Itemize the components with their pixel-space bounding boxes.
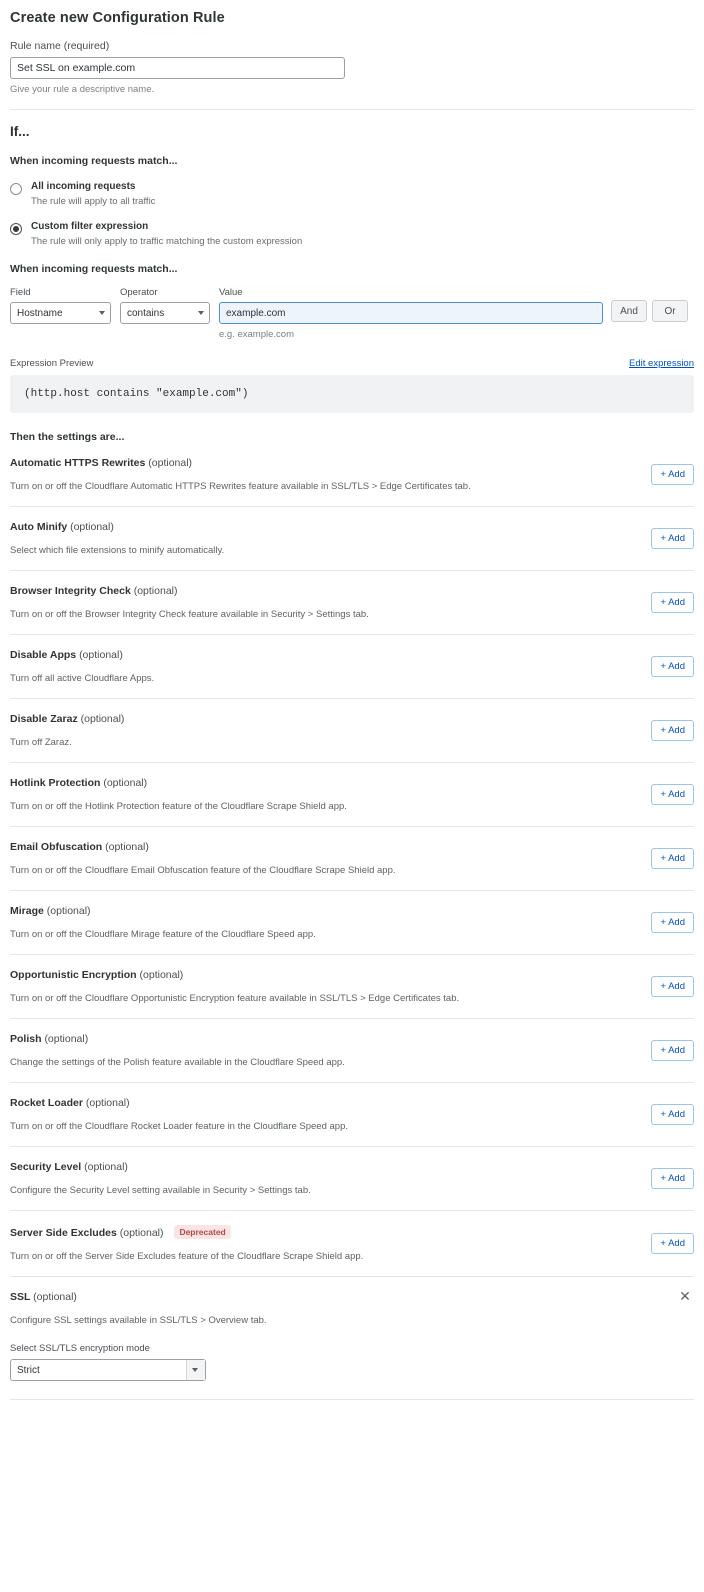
setting-description: Change the settings of the Polish feature available in the Cloudflare Speed app.: [10, 1057, 345, 1068]
setting-optional: (optional): [80, 713, 125, 725]
radio-icon-custom-filter[interactable]: [10, 223, 22, 235]
setting-optional: (optional): [70, 521, 114, 533]
setting-description: Configure the Security Level setting available in Security > Settings tab.: [10, 1185, 311, 1196]
setting-row-browser-integrity-check: [10, 571, 694, 635]
add-setting-button[interactable]: + Add: [651, 528, 694, 549]
close-icon[interactable]: ✕: [679, 1288, 691, 1304]
operator-select[interactable]: [120, 302, 210, 324]
setting-optional: (optional): [133, 585, 178, 597]
setting-description: Configure SSL settings available in SSL/TLS > Overview tab.: [10, 1315, 267, 1326]
setting-row-hotlink-protection: [10, 763, 694, 827]
setting-row-email-obfuscation: [10, 827, 694, 891]
add-setting-button[interactable]: + Add: [651, 848, 694, 869]
setting-title: Auto Minify: [10, 521, 68, 533]
setting-description: Turn on or off the Cloudflare Automatic HTTPS Rewrites feature available in SSL/TLS > Edge Certificates tab.: [10, 481, 471, 492]
setting-optional: (optional): [85, 1097, 130, 1109]
setting-title: Polish: [10, 1033, 42, 1045]
radio-option-custom-filter[interactable]: [10, 221, 694, 247]
setting-optional: (optional): [103, 777, 148, 789]
ssl-mode-value: Strict: [17, 1364, 40, 1376]
setting-row-mirage: [10, 891, 694, 955]
if-section-subhead: When incoming requests match...: [10, 155, 178, 167]
setting-row-automatic-https-rewrites: [10, 443, 694, 507]
setting-title: Browser Integrity Check: [10, 585, 131, 597]
status-badge: Deprecated: [174, 1225, 230, 1239]
setting-row-ssl: [10, 1277, 694, 1400]
or-button[interactable]: Or: [652, 300, 688, 322]
setting-title: SSL: [10, 1291, 31, 1303]
radio-desc-custom-filter: The rule will only apply to traffic matching the custom expression: [31, 236, 303, 247]
setting-description: Turn on or off the Hotlink Protection feature of the Cloudflare Scrape Shield app.: [10, 801, 347, 812]
setting-description: Turn on or off the Browser Integrity Check feature available in Security > Settings tab.: [10, 609, 369, 620]
field-select[interactable]: [10, 302, 111, 324]
setting-title: Automatic HTTPS Rewrites: [10, 457, 146, 469]
setting-description: Turn off all active Cloudflare Apps.: [10, 673, 155, 684]
setting-optional: (optional): [79, 649, 123, 661]
setting-optional: (optional): [119, 1227, 164, 1239]
setting-title: Security Level: [10, 1161, 82, 1173]
expression-builder: [10, 287, 694, 340]
value-hint: e.g. example.com: [219, 329, 294, 340]
add-setting-button[interactable]: + Add: [651, 976, 694, 997]
setting-description: Turn on or off the Cloudflare Rocket Loader feature in the Cloudflare Speed app.: [10, 1121, 348, 1132]
expression-preview-label: Expression Preview: [10, 358, 94, 369]
chevron-down-icon: [99, 311, 105, 315]
expression-preview-box: (http.host contains "example.com"): [10, 375, 694, 413]
setting-row-auto-minify: [10, 507, 694, 571]
setting-title: Rocket Loader: [10, 1097, 83, 1109]
setting-description: Turn off Zaraz.: [10, 737, 72, 748]
setting-optional: (optional): [44, 1033, 89, 1045]
chevron-down-icon: [192, 1368, 198, 1372]
field-label: Field: [10, 287, 31, 298]
setting-optional: (optional): [84, 1161, 128, 1173]
add-setting-button[interactable]: + Add: [651, 592, 694, 613]
setting-title: Email Obfuscation: [10, 841, 103, 853]
setting-row-polish: [10, 1019, 694, 1083]
divider: [10, 109, 694, 110]
setting-optional: (optional): [33, 1291, 77, 1303]
setting-title: Mirage: [10, 905, 44, 917]
if-section-title: If...: [10, 124, 30, 139]
radio-icon-all-requests[interactable]: [10, 183, 22, 195]
rule-name-label: Rule name (required): [10, 40, 110, 52]
setting-optional: (optional): [139, 969, 184, 981]
setting-description: Turn on or off the Cloudflare Mirage feature of the Cloudflare Speed app.: [10, 929, 316, 940]
setting-description: Select which file extensions to minify automatically.: [10, 545, 225, 556]
radio-label-custom-filter: Custom filter expression: [31, 221, 149, 232]
then-section-title: Then the settings are...: [10, 431, 125, 443]
setting-title: Opportunistic Encryption: [10, 969, 137, 981]
setting-row-rocket-loader: [10, 1083, 694, 1147]
setting-row-opportunistic-encryption: [10, 955, 694, 1019]
rule-name-hint: Give your rule a descriptive name.: [10, 84, 155, 95]
add-setting-button[interactable]: + Add: [651, 1233, 694, 1254]
add-setting-button[interactable]: + Add: [651, 1168, 694, 1189]
radio-option-all-requests[interactable]: [10, 181, 694, 207]
rule-name-input[interactable]: [10, 57, 345, 79]
radio-label-all-requests: All incoming requests: [31, 181, 136, 192]
setting-row-disable-apps: [10, 635, 694, 699]
setting-description: Turn on or off the Cloudflare Opportunistic Encryption feature available in SSL/TLS > Edge Certificates tab.: [10, 993, 460, 1004]
add-setting-button[interactable]: + Add: [651, 1040, 694, 1061]
ssl-mode-select[interactable]: [10, 1359, 206, 1381]
add-setting-button[interactable]: + Add: [651, 464, 694, 485]
add-setting-button[interactable]: + Add: [651, 720, 694, 741]
setting-title: Disable Zaraz: [10, 713, 78, 725]
setting-description: Turn on or off the Server Side Excludes feature of the Cloudflare Scrape Shield app.: [10, 1251, 364, 1262]
value-input[interactable]: [219, 302, 603, 324]
operator-select-value: contains: [127, 307, 165, 319]
setting-title: Hotlink Protection: [10, 777, 101, 789]
expression-preview-header: [10, 358, 694, 369]
chevron-down-icon: [198, 311, 204, 315]
add-setting-button[interactable]: + Add: [651, 656, 694, 677]
operator-label: Operator: [120, 287, 158, 298]
and-button[interactable]: And: [611, 300, 647, 322]
field-select-value: Hostname: [17, 307, 63, 319]
setting-title: Server Side Excludes: [10, 1227, 117, 1239]
edit-expression-link[interactable]: Edit expression: [629, 358, 694, 369]
setting-title: Disable Apps: [10, 649, 77, 661]
setting-row-disable-zaraz: [10, 699, 694, 763]
radio-desc-all-requests: The rule will apply to all traffic: [31, 196, 156, 207]
page-title: Create new Configuration Rule: [10, 10, 225, 26]
add-setting-button[interactable]: + Add: [651, 912, 694, 933]
setting-optional: (optional): [105, 841, 149, 853]
ssl-mode-label: Select SSL/TLS encryption mode: [10, 1343, 150, 1354]
setting-row-server-side-excludes: [10, 1211, 694, 1277]
setting-optional: (optional): [46, 905, 91, 917]
add-setting-button[interactable]: + Add: [651, 1104, 694, 1125]
add-setting-button[interactable]: + Add: [651, 784, 694, 805]
configuration-rule-page: [0, 10, 704, 1400]
expression-subhead: When incoming requests match...: [10, 263, 178, 275]
setting-optional: (optional): [148, 457, 193, 469]
value-label: Value: [219, 287, 243, 298]
setting-description: Turn on or off the Cloudflare Email Obfuscation feature of the Cloudflare Scrape Shield app.: [10, 865, 396, 876]
setting-row-security-level: [10, 1147, 694, 1211]
